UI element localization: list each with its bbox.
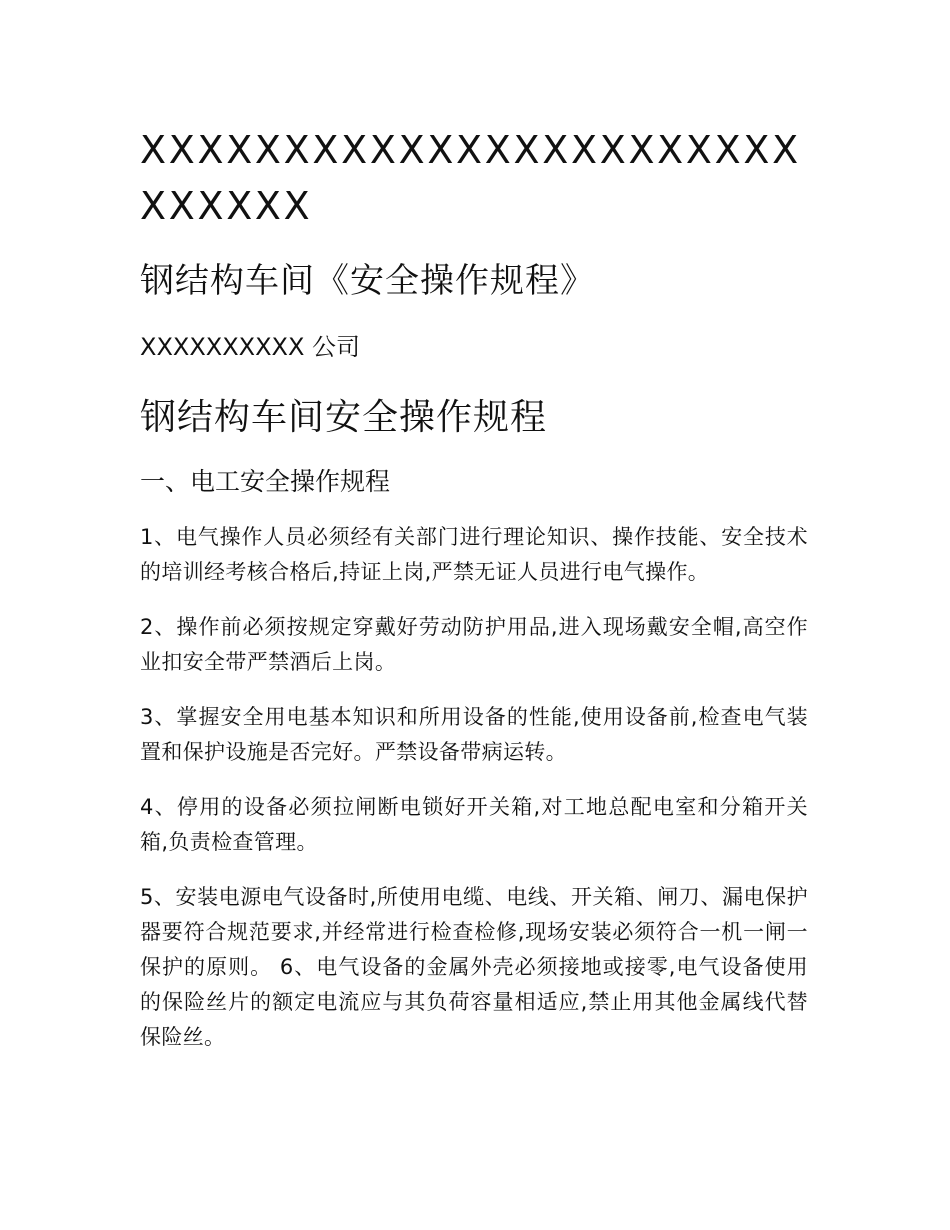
paragraph-2: 2、操作前必须按规定穿戴好劳动防护用品,进入现场戴安全帽,高空作业扣安全带严禁酒后上岗。: [140, 615, 808, 674]
document-title: XXXXXXXXXXXXXXXXXXXXXXXXXXXXX: [140, 128, 801, 228]
document-subtitle: 钢结构车间《安全操作规程》: [140, 261, 595, 301]
paragraph-5: 5、安装电源电气设备时,所使用电缆、电线、开关箱、闸刀、漏电保护器要符合规范要求,并经常进行检查检修,现场安装必须符合一机一闸一保护的原则。 6、电气设备的金属外壳必须接地或接零,电气设备使用的保险丝片的额定电流应与其负荷容量相适应,禁止用其他金属线代替保险丝。: [140, 885, 808, 1049]
paragraph-3: 3、掌握安全用电基本知识和所用设备的性能,使用设备前,检查电气装置和保护设施是否完好。严禁设备带病运转。: [140, 705, 808, 764]
paragraph-1: 1、电气操作人员必须经有关部门进行理论知识、操作技能、安全技术的培训经考核合格后,持证上岗,严禁无证人员进行电气操作。: [140, 525, 808, 584]
company-name: XXXXXXXXXX 公司: [140, 333, 361, 361]
section-title: 一、电工安全操作规程: [140, 467, 391, 496]
document-page: [140, 122, 808, 1055]
paragraph-4: 4、停用的设备必须拉闸断电锁好开关箱,对工地总配电室和分箱开关箱,负责检查管理。: [140, 795, 808, 854]
main-heading: 钢结构车间安全操作规程: [140, 397, 548, 438]
